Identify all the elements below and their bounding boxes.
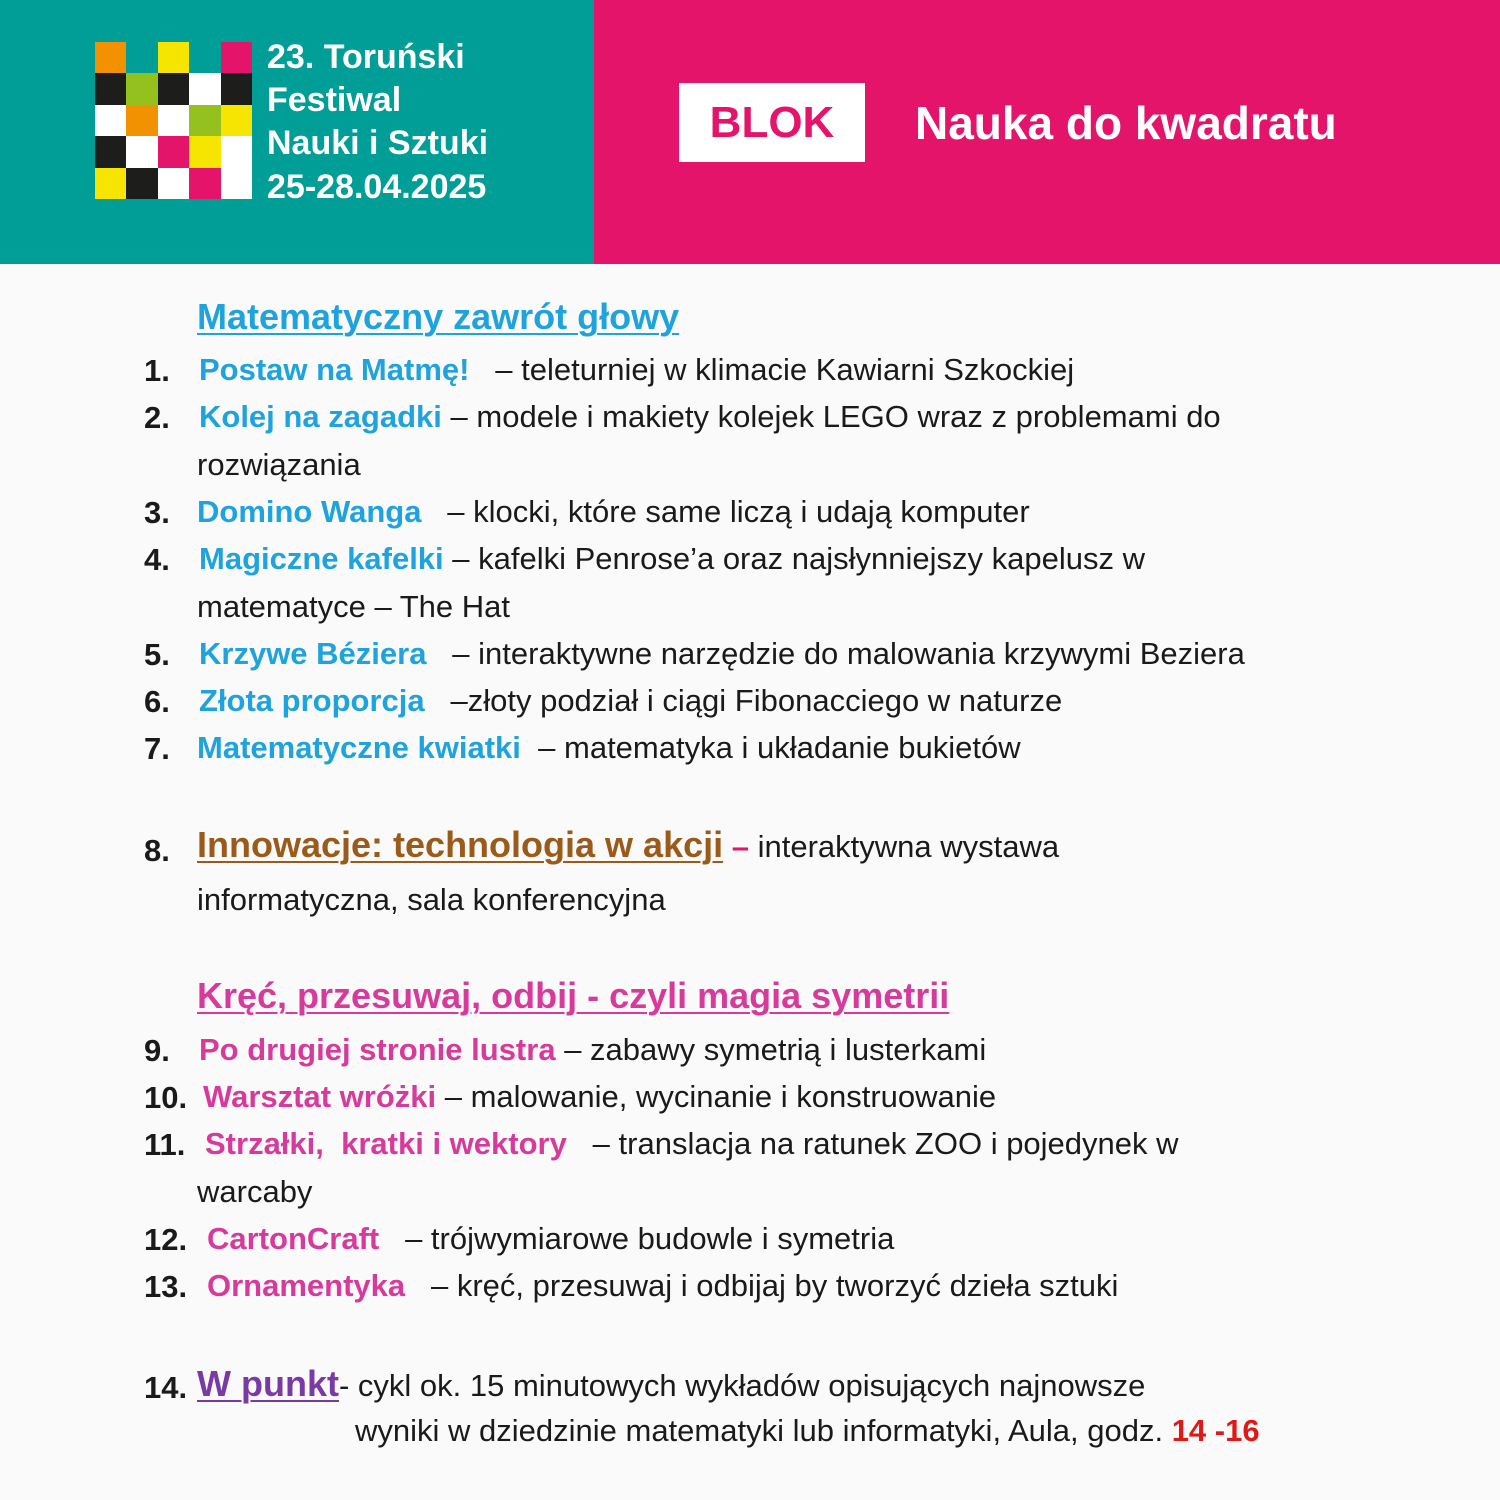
logo-square bbox=[189, 73, 221, 105]
item-description: – matematyka i układanie bukietów bbox=[538, 730, 1021, 765]
logo-square bbox=[126, 136, 158, 168]
item-name: Postaw na Matmę! bbox=[199, 352, 470, 387]
item-number: 13. bbox=[144, 1269, 188, 1304]
item-number: 8. bbox=[144, 833, 170, 868]
section-title-symmetry: Kręć, przesuwaj, odbij - czyli magia symetrii bbox=[197, 975, 950, 1016]
blok-label: BLOK bbox=[709, 98, 835, 147]
item-name: W punkt bbox=[197, 1363, 339, 1404]
logo-square bbox=[221, 42, 253, 74]
logo-square bbox=[158, 73, 190, 105]
item-description: – trójwymiarowe budowle i symetria bbox=[405, 1221, 895, 1256]
item-description: – modele i makiety kolejek LEGO wraz z problemami do bbox=[450, 399, 1221, 434]
item-number: 2. bbox=[144, 400, 170, 435]
logo-square bbox=[158, 168, 190, 200]
header-teal-panel bbox=[0, 0, 594, 264]
festival-logo bbox=[95, 42, 252, 199]
logo-square bbox=[189, 105, 221, 137]
item-number: 12. bbox=[144, 1222, 188, 1257]
item-description-continued: informatyczna, sala konferencyjna bbox=[197, 882, 666, 917]
item-name: Strzałki, kratki i wektory bbox=[205, 1126, 567, 1161]
item-description: –złoty podział i ciągi Fibonacciego w naturze bbox=[450, 683, 1063, 718]
item-description-continued: matematyce – The Hat bbox=[197, 589, 511, 624]
lecture-hours: 14 -16 bbox=[1171, 1413, 1260, 1448]
festival-title bbox=[267, 36, 488, 165]
item-line bbox=[203, 1078, 996, 1116]
item-description-continued: warcaby bbox=[197, 1174, 313, 1209]
item-description-continued: rozwiązania bbox=[197, 447, 361, 482]
item-description: - cykl ok. 15 minutowych wykładów opisujących najnowsze bbox=[338, 1368, 1146, 1403]
item-line bbox=[197, 493, 1030, 531]
item-description: – translacja na ratunek ZOO i pojedynek w bbox=[592, 1126, 1179, 1161]
item-line bbox=[197, 1365, 1145, 1405]
item-name: Po drugiej stronie lustra bbox=[199, 1032, 556, 1067]
logo-square bbox=[158, 105, 190, 137]
item-number: 4. bbox=[144, 542, 170, 577]
item-line bbox=[199, 540, 1145, 578]
item-line bbox=[207, 1220, 894, 1258]
logo-square bbox=[126, 73, 158, 105]
logo-square bbox=[221, 73, 253, 105]
item-number: 6. bbox=[144, 684, 170, 719]
item-line bbox=[207, 1267, 1118, 1305]
festival-dates: 25-28.04.2025 bbox=[267, 168, 487, 206]
item-number: 14. bbox=[144, 1370, 188, 1405]
item-description: – interaktywne narzędzie do malowania krzywymi Beziera bbox=[452, 636, 1245, 671]
item-number: 10. bbox=[144, 1080, 188, 1115]
item-description: – teleturniej w klimacie Kawiarni Szkockiej bbox=[495, 352, 1075, 387]
logo-square bbox=[95, 168, 127, 200]
logo-square bbox=[126, 105, 158, 137]
section-title-math: Matematyczny zawrót głowy bbox=[197, 296, 680, 337]
item-description-text: wyniki w dziedzinie matematyki lub informatyki, Aula, godz. bbox=[355, 1413, 1164, 1448]
logo-square bbox=[158, 42, 190, 74]
logo-square bbox=[189, 136, 221, 168]
item-number: 3. bbox=[144, 495, 170, 530]
header-banner bbox=[0, 0, 1500, 264]
item-description: – klocki, które same liczą i udają komputer bbox=[447, 494, 1030, 529]
item-name: Innowacje: technologia w akcji bbox=[197, 824, 724, 865]
block-name: Nauka do kwadratu bbox=[915, 97, 1337, 149]
logo-square bbox=[221, 168, 253, 200]
logo-square bbox=[95, 105, 127, 137]
item-description: – malowanie, wycinanie i konstruowanie bbox=[444, 1079, 997, 1114]
item-number: 7. bbox=[144, 731, 170, 766]
item-name: Złota proporcja bbox=[199, 683, 425, 718]
logo-square bbox=[95, 136, 127, 168]
item-line bbox=[199, 1031, 986, 1069]
item-name: Kolej na zagadki bbox=[199, 399, 442, 434]
item-line bbox=[205, 1125, 1179, 1163]
item-name: Domino Wanga bbox=[197, 494, 422, 529]
item-description: – kręć, przesuwaj i odbijaj by tworzyć dzieła sztuki bbox=[430, 1268, 1119, 1303]
item-name: Magiczne kafelki bbox=[199, 541, 444, 576]
item-name: Matematyczne kwiatki bbox=[197, 730, 521, 765]
item-name: Ornamentyka bbox=[207, 1268, 406, 1303]
logo-square bbox=[221, 136, 253, 168]
item-name: CartonCraft bbox=[207, 1221, 380, 1256]
festival-title-line1: 23. Toruński bbox=[267, 38, 465, 76]
item-description: interaktywna wystawa bbox=[757, 829, 1060, 864]
item-description-continued bbox=[355, 1412, 1260, 1450]
item-number: 9. bbox=[144, 1033, 170, 1068]
item-number: 5. bbox=[144, 637, 170, 672]
item-line bbox=[197, 826, 1059, 866]
item-line bbox=[199, 351, 1074, 389]
item-number: 1. bbox=[144, 353, 170, 388]
logo-square bbox=[158, 136, 190, 168]
logo-square bbox=[126, 168, 158, 200]
item-name: Warsztat wróżki bbox=[203, 1079, 437, 1114]
logo-square bbox=[189, 42, 221, 74]
logo-square bbox=[189, 168, 221, 200]
festival-title-line2: Festiwal bbox=[267, 81, 402, 119]
item-description: – zabawy symetrią i lusterkami bbox=[564, 1032, 987, 1067]
item-dash: – bbox=[731, 829, 749, 864]
item-number: 11. bbox=[144, 1127, 186, 1162]
logo-square bbox=[221, 105, 253, 137]
item-line bbox=[199, 398, 1221, 436]
logo-square bbox=[95, 73, 127, 105]
logo-square bbox=[126, 42, 158, 74]
festival-title-line3: Nauki i Sztuki bbox=[267, 124, 489, 162]
blok-badge bbox=[679, 83, 865, 162]
item-description: – kafelki Penrose’a oraz najsłynniejszy kapelusz w bbox=[452, 541, 1145, 576]
item-line bbox=[199, 682, 1062, 720]
item-line bbox=[199, 635, 1245, 673]
item-name: Krzywe Béziera bbox=[199, 636, 427, 671]
logo-square bbox=[95, 42, 127, 74]
item-line bbox=[197, 729, 1021, 767]
